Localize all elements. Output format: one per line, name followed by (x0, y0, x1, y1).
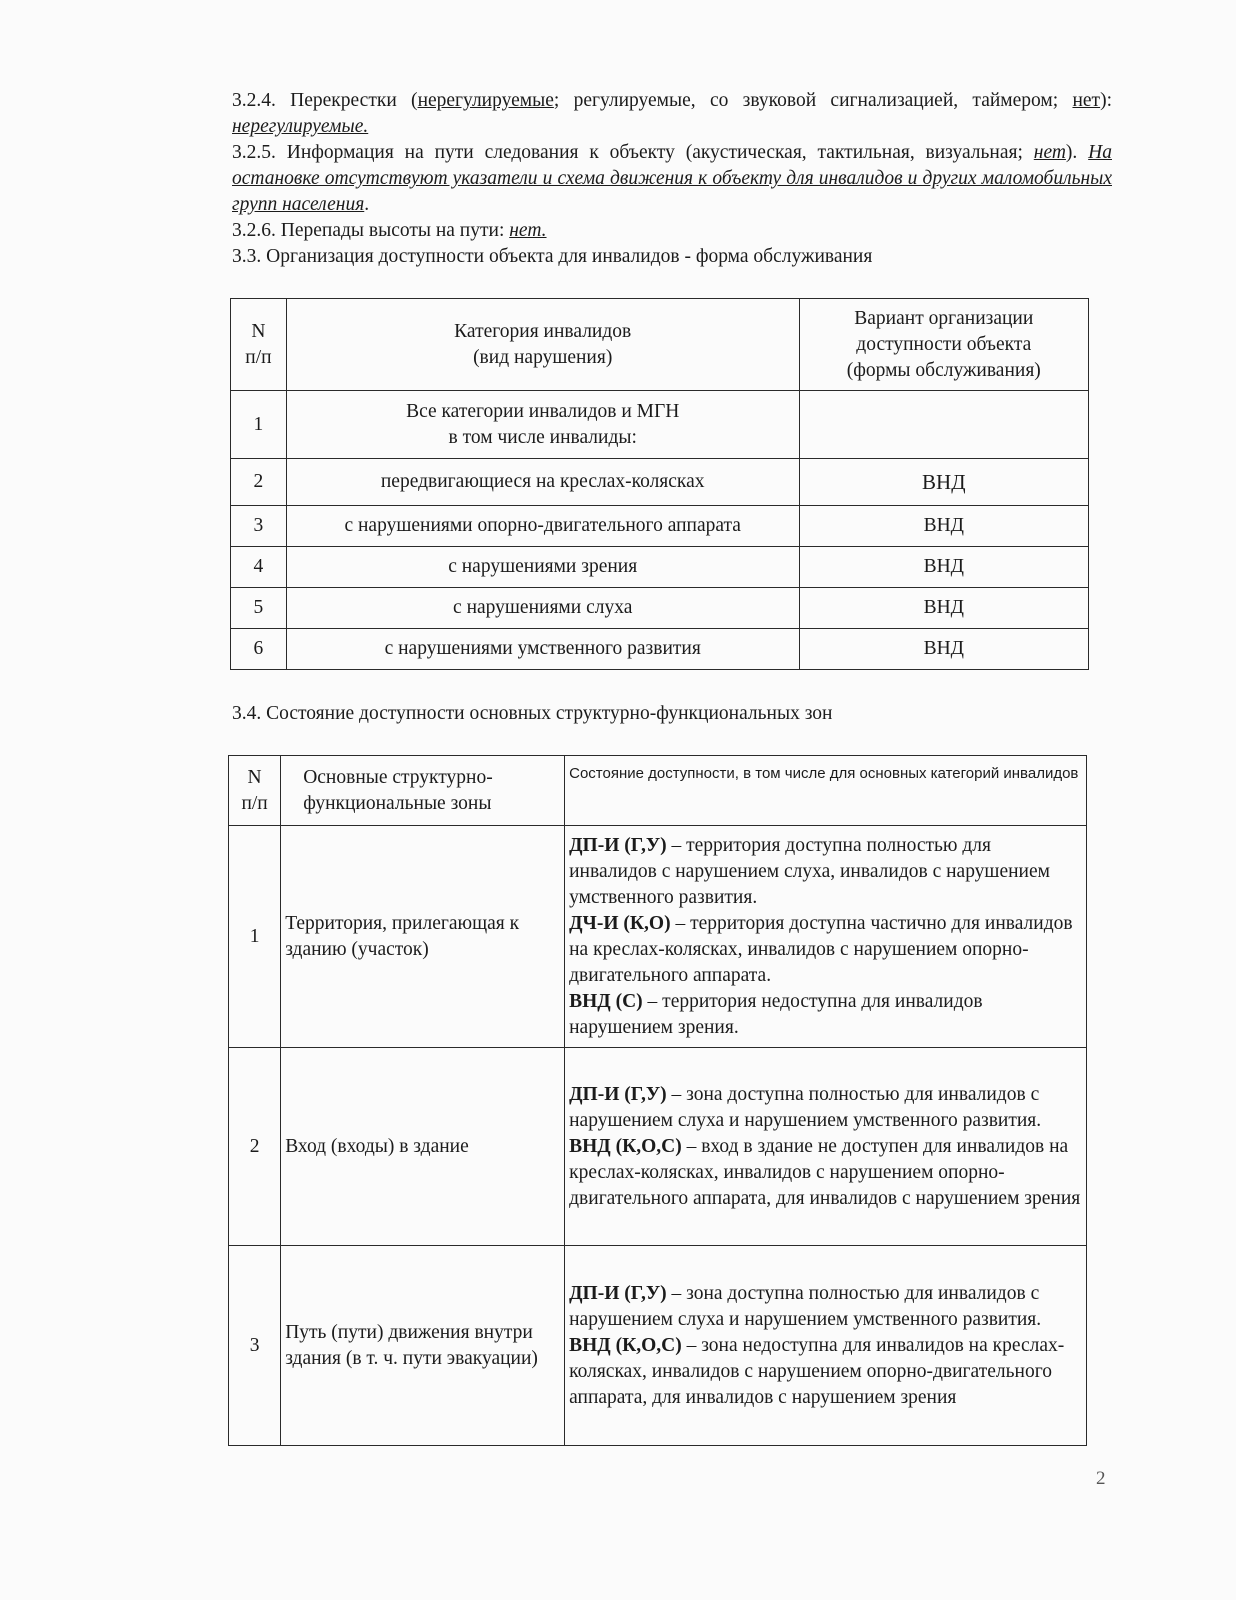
header-text: (формы обслуживания) (846, 359, 1041, 381)
cell-num: 3 (229, 1246, 281, 1446)
status-code: ВНД (К,О,С) (569, 1135, 682, 1157)
table-row (229, 826, 1087, 1048)
text: 3.2.4. Перекрестки ( (232, 90, 418, 111)
paragraph-3-2-4 (232, 88, 1112, 140)
answer-text: нерегулируемые. (232, 116, 369, 137)
header-text: функциональные зоны (303, 792, 492, 814)
cell-zone: Путь (пути) движения внутри здания (в т. ч. пути эвакуации) (281, 1246, 565, 1446)
text: 3.3. Организация доступности объекта для инвалидов - форма обслуживания (232, 246, 873, 267)
header-cell-num (231, 299, 287, 391)
cell-category: с нарушениями опорно-двигательного аппарата (286, 506, 799, 547)
cell-variant: ВНД (799, 629, 1088, 670)
table-row (231, 506, 1089, 547)
cell-state (565, 826, 1087, 1048)
table-row (231, 629, 1089, 670)
header-text: (вид нарушения) (473, 346, 613, 368)
cell-variant: ВНД (799, 588, 1088, 629)
header-text: доступности объекта (856, 333, 1032, 355)
cell-variant: ВНД (799, 459, 1088, 506)
header-text: Основные структурно- (303, 766, 493, 788)
cell-state (565, 1246, 1087, 1446)
text: 3.2.5. Информация на пути следования к объекту (акустическая, тактильная, визуальная; (232, 142, 1023, 163)
table-row (229, 1048, 1087, 1246)
text: 3.4. Состояние доступности основных структурно-функциональных зон (232, 703, 833, 724)
zones-accessibility-table (228, 755, 1087, 1446)
header-cell-variant (799, 299, 1088, 391)
status-code: ДП-И (Г,У) (569, 1083, 667, 1105)
header-cell-state: Состояние доступности, в том числе для основных категорий инвалидов (565, 756, 1087, 826)
cell-text: Все категории инвалидов и МГН (406, 400, 680, 422)
cell-num: 4 (231, 547, 287, 588)
cell-num: 1 (231, 391, 287, 459)
header-cell-zone (281, 756, 565, 826)
cell-zone: Территория, прилегающая к зданию (участок) (281, 826, 565, 1048)
status-code: ВНД (К,О,С) (569, 1334, 682, 1356)
header-text: п/п (241, 792, 268, 814)
header-text: N (247, 766, 262, 788)
underlined-option: нерегулируемые (417, 90, 554, 111)
header-text: Категория инвалидов (454, 320, 632, 342)
table-row (231, 588, 1089, 629)
table-row (231, 547, 1089, 588)
status-text: – вход в здание не доступен для инвалидов на креслах-колясках, инвалидов с нарушением опорно-двигательного аппарата, для инвалидов с нарушением зрения (569, 1135, 1081, 1209)
cell-category: передвигающиеся на креслах-колясках (286, 459, 799, 506)
status-code: ДП-И (Г,У) (569, 1282, 667, 1304)
status-text: – зона доступна полностью для инвалидов с нарушением слуха и нарушением умственного развития. (569, 1282, 1042, 1330)
header-cell-num (229, 756, 281, 826)
text: ; регулируемые, со звуковой сигнализацией, таймером; (553, 90, 1059, 111)
cell-num: 5 (231, 588, 287, 629)
answer-text: нет. (509, 220, 547, 241)
status-text: – территория доступна полностью для инвалидов с нарушением слуха, инвалидов с нарушением умственного развития. (569, 834, 1050, 908)
page-number: 2 (1096, 1468, 1106, 1489)
header-cell-category (286, 299, 799, 391)
cell-category: с нарушениями умственного развития (286, 629, 799, 670)
paragraph-3-2-6 (232, 218, 1112, 244)
underlined-option: нет (1033, 142, 1066, 163)
header-text: п/п (245, 346, 272, 368)
table-row (229, 1246, 1087, 1446)
paragraph-3-3 (232, 244, 1112, 270)
service-form-table (230, 298, 1089, 670)
cell-num: 3 (231, 506, 287, 547)
table-header-row (229, 756, 1087, 826)
status-text: – территория недоступна для инвалидов нарушением зрения. (569, 990, 983, 1038)
cell-category: с нарушениями слуха (286, 588, 799, 629)
cell-variant: ВНД (799, 506, 1088, 547)
cell-num: 1 (229, 826, 281, 1048)
cell-variant (799, 391, 1088, 459)
underlined-option: нет (1072, 90, 1101, 111)
cell-variant: ВНД (799, 547, 1088, 588)
table-row (231, 459, 1089, 506)
cell-num: 6 (231, 629, 287, 670)
header-text: Вариант организации (854, 307, 1034, 329)
table-row (231, 391, 1089, 459)
status-code: ДП-И (Г,У) (569, 834, 667, 856)
status-code: ВНД (С) (569, 990, 643, 1012)
cell-zone: Вход (входы) в здание (281, 1048, 565, 1246)
cell-text: в том числе инвалиды: (448, 426, 637, 448)
text: ). (1065, 142, 1089, 163)
text: ): (1100, 90, 1113, 111)
cell-state (565, 1048, 1087, 1246)
answer-text: На остановке отсутствуют указатели и схема движения к объекту для инвалидов и других маломобильных групп населения (232, 142, 1112, 215)
header-text: N (251, 320, 266, 342)
text: . (364, 194, 370, 215)
cell-num: 2 (231, 459, 287, 506)
text: 3.2.6. Перепады высоты на пути: (232, 220, 510, 241)
status-code: ДЧ-И (К,О) (569, 912, 671, 934)
cell-category: с нарушениями зрения (286, 547, 799, 588)
cell-category (286, 391, 799, 459)
cell-num: 2 (229, 1048, 281, 1246)
status-text: – зона недоступна для инвалидов на креслах-колясках, инвалидов с нарушением опорно-двигательного аппарата, для инвалидов с нарушением зрения (569, 1334, 1065, 1408)
paragraph-3-2-5 (232, 140, 1112, 218)
status-text: – территория доступна частично для инвалидов на креслах-колясках, инвалидов с нарушением опорно-двигательного аппарата. (569, 912, 1073, 986)
status-text: – зона доступна полностью для инвалидов с нарушением слуха и нарушением умственного развития. (569, 1083, 1042, 1131)
paragraph-3-4 (232, 701, 1112, 727)
table-header-row (231, 299, 1089, 391)
